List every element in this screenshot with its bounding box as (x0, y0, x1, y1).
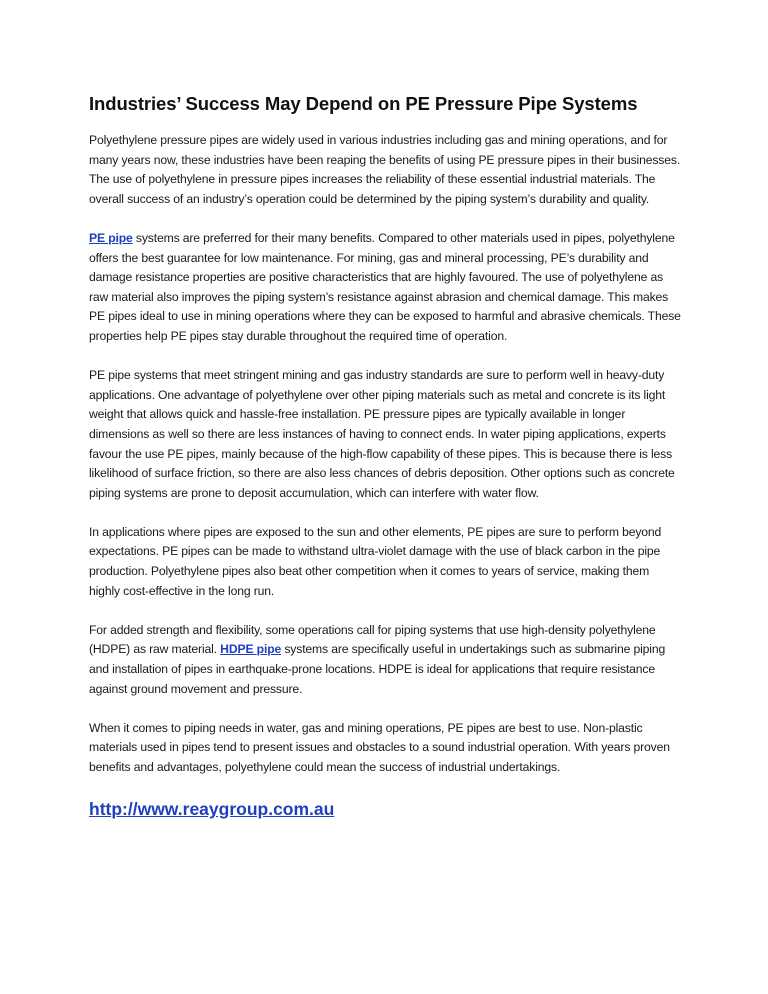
paragraph-pe-pipe-text: systems are preferred for their many benefits. Compared to other materials used in pipes, polyethylene offers the best guarantee for low maintenance. For mining, gas and mineral processing, PE’s durability and damage resistance properties are positive characteristics that are highly favoured. The use of polyethylene as raw material also improves the piping system’s resistance against abrasion and chemical damage. This makes PE pipes ideal to use in mining operations where they can be exposed to harmful and abrasive chemicals. These properties help PE pipes stay durable throughout the required time of operation. (89, 230, 681, 343)
document-title: Industries’ Success May Depend on PE Pressure Pipe Systems (89, 93, 638, 114)
pe-pipe-link[interactable]: PE pipe (89, 230, 133, 245)
website-link[interactable]: http://www.reaygroup.com.au (89, 799, 335, 820)
document-page (89, 91, 681, 821)
paragraph-uv: In applications where pipes are exposed to the sun and other elements, PE pipes are sure to perform beyond expectations. PE pipes can be made to withstand ultra-violet damage with the use of black carbon in the pipe production. Polyethylene pipes also beat other competition when it comes to years of service, making them highly cost-effective in the long run. (89, 524, 662, 598)
paragraph-hdpe-after: systems are specifically useful in undertakings such as submarine piping and installation of pipes in earthquake-prone locations. HDPE is ideal for applications that require resistance against ground movement and pressure. (89, 642, 666, 696)
hdpe-pipe-link[interactable]: HDPE pipe (220, 642, 282, 657)
paragraph-standards: PE pipe systems that meet stringent mining and gas industry standards are sure to perform well in heavy-duty applications. One advantage of polyethylene over other piping materials such as metal and concrete is its light weight that allows quick and hassle-free installation. PE pressure pipes are typically available in longer dimensions as well so there are less instances of having to connect ends. In water piping applications, experts favour the use PE pipes, mainly because of the high-flow capability of these pipes. This is because there is less likelihood of surface friction, so there are also less chances of debris deposition. Other options such as concrete piping systems are prone to deposit accumulation, which can interfere with water flow. (89, 368, 675, 500)
paragraph-conclusion: When it comes to piping needs in water, gas and mining operations, PE pipes are best to use. Non-plastic materials used in pipes tend to present issues and obstacles to a sound industrial operation. With years proven benefits and advantages, polyethylene could mean the success of industrial undertakings. (89, 720, 670, 774)
paragraph-pe-pipe (89, 229, 681, 347)
paragraph-intro: Polyethylene pressure pipes are widely used in various industries including gas and mining operations, and for many years now, these industries have been reaping the benefits of using PE pressure pipes in their businesses. The use of polyethylene in pressure pipes increases the reliability of these essential industrial materials. The overall success of an industry’s operation could be determined by the piping system’s durability and quality. (89, 133, 681, 206)
paragraph-hdpe (89, 621, 681, 699)
paragraph-hdpe-before: For added strength and flexibility, some operations call for piping systems that use high-density polyethylene (HDPE) as raw material. (89, 622, 656, 657)
